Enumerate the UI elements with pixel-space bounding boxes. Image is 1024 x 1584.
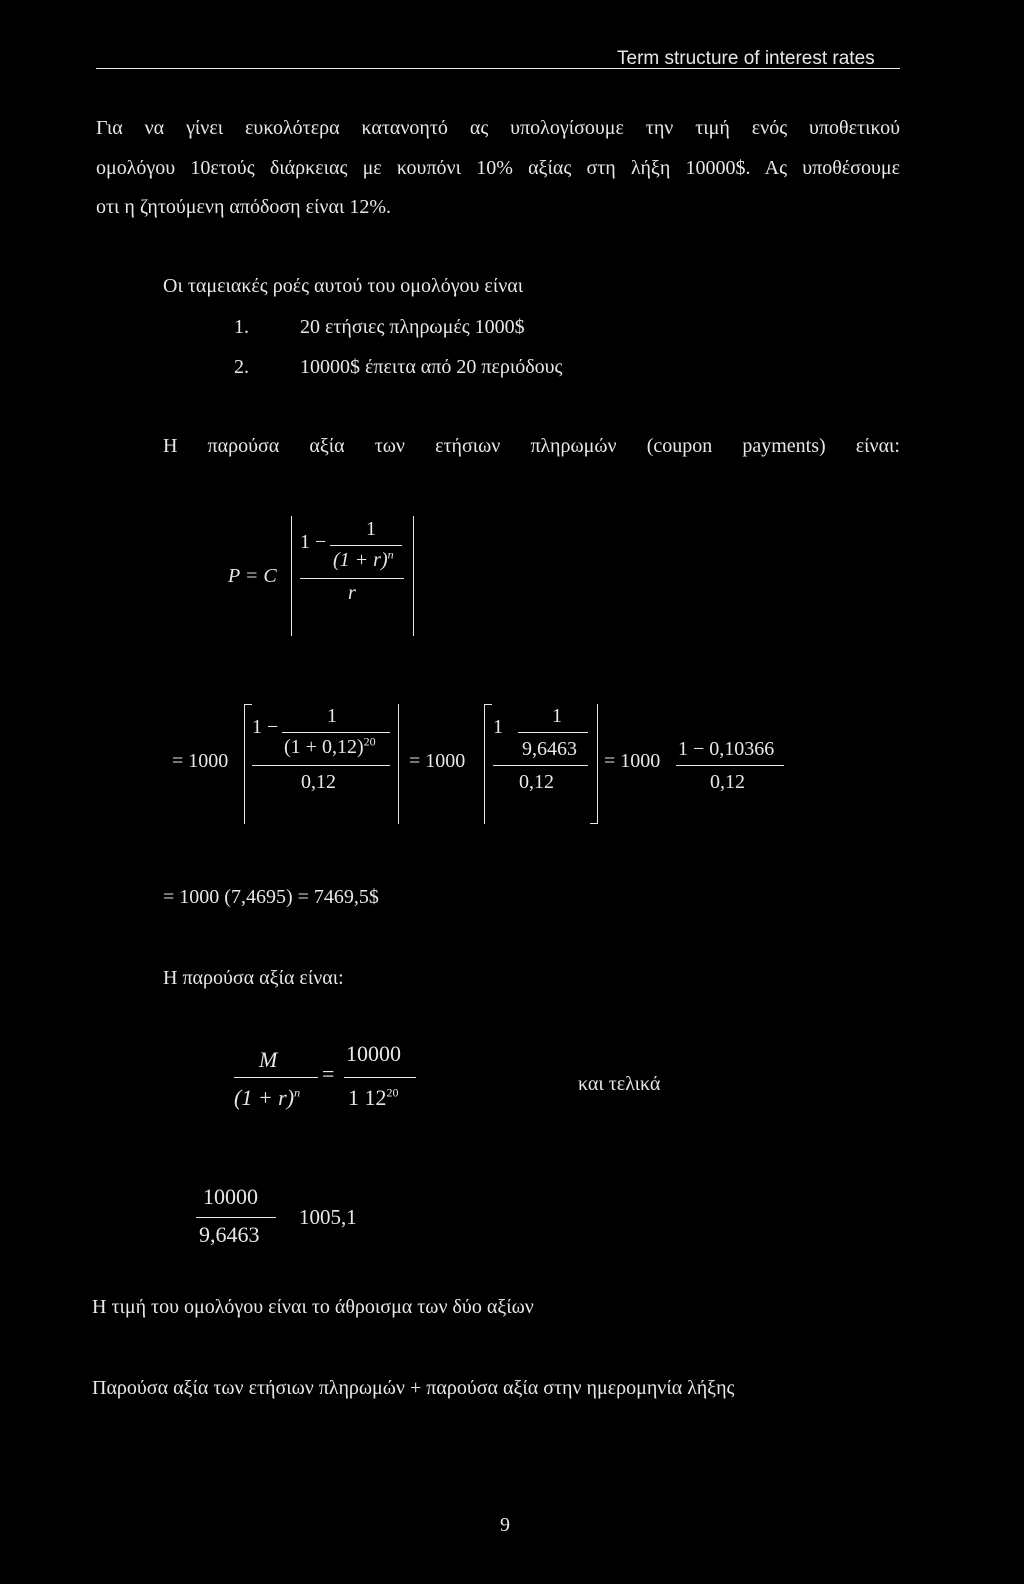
cashflows-intro: Οι ταμειακές ροές αυτού του ομολόγου είναι	[163, 275, 524, 297]
formula2-b-main-den: 0,12	[519, 771, 554, 793]
formula2-eq2: = 1000	[409, 750, 466, 772]
formula2-c-num: 1 − 0,10366	[678, 738, 775, 760]
formula3-eq: =	[322, 1061, 335, 1086]
bond-price-line: Η τιμή του ομολόγου είναι το άθροισμα των δύο αξίων	[92, 1296, 534, 1318]
formula4-value: 1005,1	[299, 1205, 357, 1229]
formula3-after: και τελικά	[578, 1073, 661, 1095]
formula2-a-inner-den-exp: 20	[363, 734, 376, 749]
formula1-inner-den-exp: n	[387, 547, 394, 562]
formula3-bar-right	[344, 1077, 416, 1078]
formula3-den-left-exp: n	[294, 1085, 301, 1100]
formula2-eq3: = 1000	[604, 750, 661, 772]
formula2-a-main-den: 0,12	[301, 771, 336, 793]
formula1-main-bar	[300, 578, 404, 579]
formula1-lhs: P = C	[228, 565, 277, 587]
coupon-pv-intro: Η παρούσα αξία των ετήσιων πληρωμών (coupon payments) είναι:	[163, 435, 900, 457]
formula2-eq1: = 1000	[172, 750, 229, 772]
formula1-main-den: r	[348, 582, 356, 604]
page-number: 9	[500, 1514, 510, 1536]
formula3-den-left-base: (1 + r)	[234, 1085, 295, 1110]
formula2-a-right-bracket	[398, 704, 399, 824]
formula2-b-left-top	[484, 704, 492, 705]
formula3-num-left: M	[259, 1047, 278, 1072]
intro-line-2: ομολόγου 10ετούς διάρκειας με κουπόνι 10% αξίας στη λήξη 10000$. Ας υποθέσουμε	[96, 157, 900, 179]
formula3-num-right: 10000	[346, 1041, 401, 1066]
formula2-a-main-bar	[252, 765, 390, 766]
formula3-den-right-exp: 20	[386, 1085, 399, 1100]
formula2-a-left-top	[244, 704, 252, 705]
formula4-num: 10000	[203, 1184, 258, 1209]
formula2-b-right-bracket	[597, 704, 598, 824]
cashflow-item-1-num: 1.	[234, 316, 249, 338]
formula2-a-one-minus: 1 −	[252, 716, 279, 738]
formula1-left-bracket	[291, 516, 292, 636]
formula2-b-inner-num: 1	[552, 705, 562, 727]
formula1-one-minus: 1 −	[300, 531, 327, 553]
cashflow-item-1-text: 20 ετήσιες πληρωμές 1000$	[300, 316, 525, 338]
intro-line-3: οτι η ζητούμενη απόδοση είναι 12%.	[96, 196, 391, 218]
formula1-inner-bar	[330, 545, 402, 546]
cashflow-item-2-num: 2.	[234, 356, 249, 378]
formula3-den-right-base: 1 12	[348, 1085, 387, 1110]
formula1-inner-num: 1	[366, 518, 376, 540]
formula2-a-inner-bar	[282, 732, 390, 733]
face-pv-intro: Η παρούσα αξία είναι:	[163, 967, 344, 989]
cashflow-item-2-text: 10000$ έπειτα από 20 περιόδους	[300, 356, 563, 378]
formula2-c-bar	[676, 765, 784, 766]
intro-line-1: Για να γίνει ευκολότερα κατανοητό ας υπολογίσουμε την τιμή ενός υποθετικού	[96, 117, 900, 139]
sum-line: Παρούσα αξία των ετήσιων πληρωμών + παρούσα αξία στην ημερομηνία λήξης	[92, 1377, 735, 1399]
formula3-den-left	[234, 1085, 300, 1111]
formula1-right-bracket	[413, 516, 414, 636]
formula2-b-right-bottom	[590, 823, 598, 824]
formula3-den-right	[348, 1085, 399, 1111]
formula2-b-inner-bar	[518, 732, 588, 733]
formula2-b-inner-den: 9,6463	[522, 738, 577, 760]
formula1-inner-den	[333, 549, 394, 572]
header-rule	[96, 68, 900, 69]
formula2-a-inner-den	[284, 736, 376, 759]
formula1-inner-den-base: (1 + r)	[333, 549, 388, 571]
formula2-a-left-bracket	[244, 704, 245, 824]
formula2-a-inner-den-base: (1 + 0,12)	[284, 736, 364, 758]
formula3-bar-left	[234, 1077, 318, 1078]
formula2-b-one: 1	[493, 716, 503, 738]
formula2-a-inner-num: 1	[327, 705, 337, 727]
formula4-bar	[196, 1217, 276, 1218]
result-line: = 1000 (7,4695) = 7469,5$	[163, 886, 379, 908]
formula4-den: 9,6463	[199, 1222, 260, 1247]
formula2-c-den: 0,12	[710, 771, 745, 793]
formula2-b-left-bracket	[484, 704, 485, 824]
running-title: Term structure of interest rates	[617, 48, 875, 69]
formula2-b-main-bar	[493, 765, 588, 766]
